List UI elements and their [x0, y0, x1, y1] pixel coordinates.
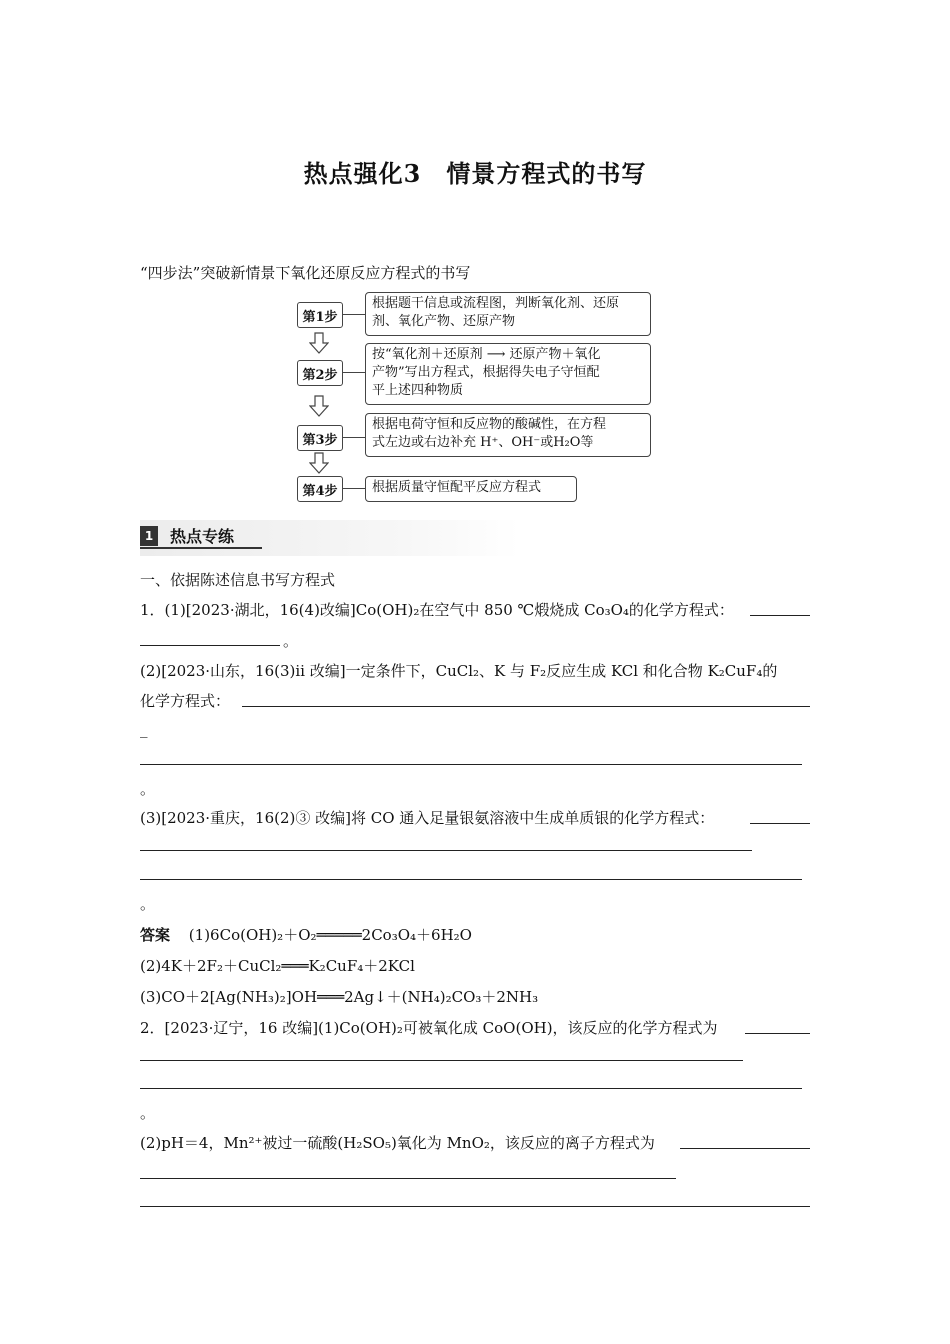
- connector: [343, 372, 365, 373]
- period: 。: [140, 780, 156, 798]
- answer-label: 答案: [140, 926, 171, 944]
- down-arrow-icon: [309, 395, 329, 417]
- period: 。: [140, 895, 156, 913]
- dash: _: [140, 720, 148, 738]
- step-3-line-2: 式左边或右边补充 H⁺、OH⁻或H₂O等: [372, 435, 594, 450]
- answer-blank: [140, 1060, 743, 1061]
- intro-text: “四步法”突破新情景下氧化还原反应方程式的书写: [140, 264, 471, 282]
- answer-1: (1)6Co(OH)₂＋O₂═════2Co₃O₄＋6H₂O: [188, 926, 472, 944]
- answer-blank: [140, 645, 280, 646]
- step-1-box: [365, 292, 651, 336]
- section-header: [140, 520, 520, 556]
- step-2-box: [365, 343, 651, 405]
- step-3-label: 第3步: [297, 425, 343, 451]
- page-title: 热点强化3 情景方程式的书写: [303, 159, 647, 188]
- down-arrow-icon: [309, 332, 329, 354]
- answer-blank: [745, 1033, 810, 1034]
- step-2-line-2: 产物”写出方程式，根据得失电子守恒配: [372, 365, 600, 380]
- period: 。: [140, 1104, 156, 1122]
- period: 。: [283, 632, 299, 650]
- q1-part2: (2)[2023·山东，16(3)ⅱ 改编]一定条件下，CuCl₂、K 与 F₂反应生成 KCl 和化合物 K₂CuF₄的: [140, 662, 778, 680]
- step-4-box: [365, 476, 577, 502]
- q1-part2-cont: 化学方程式：: [140, 692, 231, 710]
- four-step-diagram: [297, 292, 657, 504]
- answer-line-1: [140, 924, 472, 945]
- answer-blank: [140, 764, 802, 765]
- q2-part2: (2)pH＝4，Mn²⁺被过一硫酸(H₂SO₅)氧化为 MnO₂，该反应的离子方程式为: [140, 1134, 655, 1152]
- step-4-label: 第4步: [297, 476, 343, 502]
- answer-blank: [140, 1206, 810, 1207]
- answer-blank: [750, 823, 810, 824]
- connector: [343, 437, 365, 438]
- answer-blank: [140, 1178, 676, 1179]
- down-arrow-icon: [309, 452, 329, 474]
- step-1-label: 第1步: [297, 302, 343, 328]
- q1-part3: (3)[2023·重庆，16(2)③ 改编]将 CO 通入足量银氨溶液中生成单质银的化学方程式：: [140, 809, 715, 827]
- section-number: 1: [140, 526, 158, 546]
- answer-blank: [242, 706, 810, 707]
- connector: [343, 488, 365, 489]
- step-2-line-3: 平上述四种物质: [372, 383, 464, 398]
- answer-blank: [140, 1088, 802, 1089]
- step-4-line-1: 根据质量守恒配平反应方程式: [372, 480, 542, 495]
- step-2-label: 第2步: [297, 360, 343, 386]
- answer-2: (2)4K＋2F₂＋CuCl₂═══K₂CuF₄＋2KCl: [140, 957, 415, 975]
- answer-blank: [680, 1148, 810, 1149]
- answer-blank: [140, 879, 802, 880]
- section-label: 热点专练: [170, 527, 235, 546]
- q1-part1: 1．(1)[2023·湖北，16(4)改编]Co(OH)₂在空气中 850 ℃煅烧成 Co₃O₄的化学方程式：: [140, 601, 734, 619]
- step-1-line-2: 剂、氧化产物、还原产物: [372, 314, 516, 329]
- connector: [343, 314, 365, 315]
- step-3-box: [365, 413, 651, 457]
- answer-blank: [140, 850, 752, 851]
- answer-blank: [750, 615, 810, 616]
- section-underline: [140, 547, 262, 549]
- step-3-line-1: 根据电荷守恒和反应物的酸碱性，在方程: [372, 417, 607, 432]
- answer-3: (3)CO＋2[Ag(NH₃)₂]OH═══2Ag↓＋(NH₄)₂CO₃＋2NH₃: [140, 988, 539, 1006]
- step-2-line-1: 按“氧化剂＋还原剂 ⟶ 还原产物＋氧化: [372, 347, 601, 362]
- step-1-line-1: 根据题干信息或流程图，判断氧化剂、还原: [372, 296, 620, 311]
- q2-part1: 2．[2023·辽宁，16 改编](1)Co(OH)₂可被氧化成 CoO(OH)，该反应的化学方程式为: [140, 1019, 718, 1037]
- heading-1: 一、依据陈述信息书写方程式: [140, 571, 336, 589]
